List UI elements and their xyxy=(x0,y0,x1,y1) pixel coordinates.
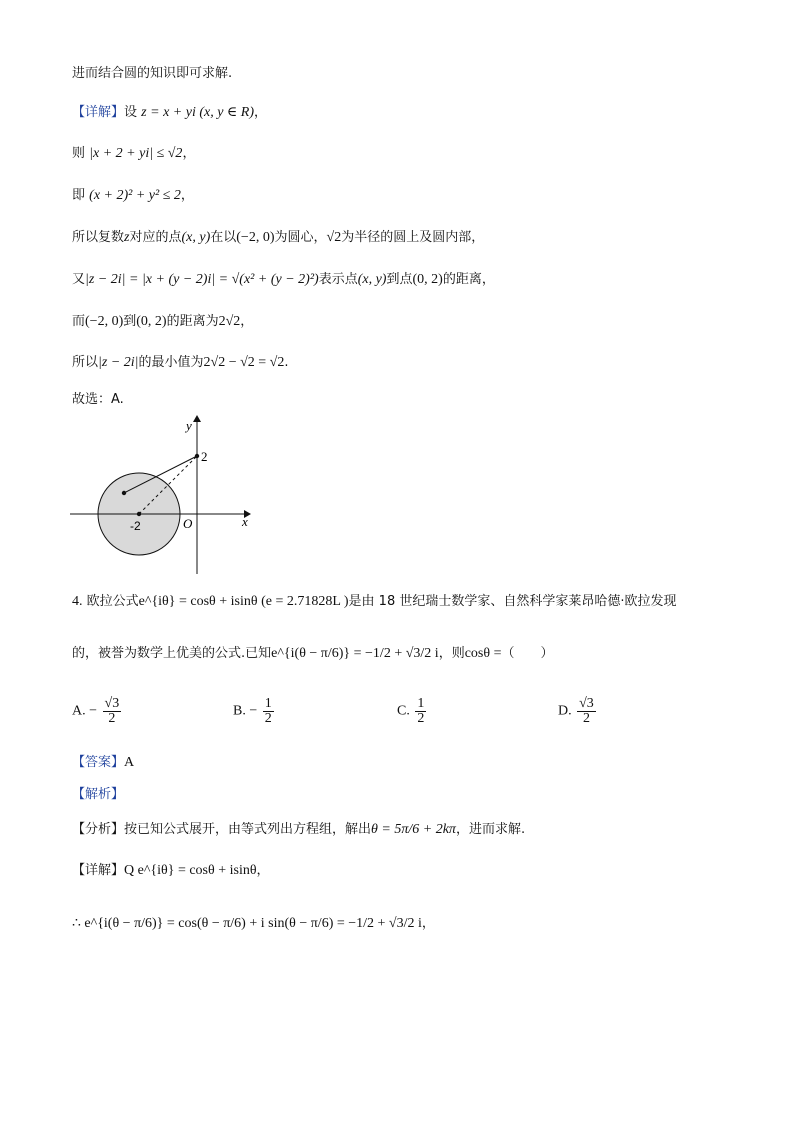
math-radius: √2 xyxy=(326,230,342,245)
option-b[interactable] xyxy=(233,697,276,726)
answer-line xyxy=(72,753,134,773)
math-expression: |z − 2i| xyxy=(98,355,139,370)
question-4-line-2 xyxy=(72,644,553,664)
text-line-9 xyxy=(72,390,124,410)
punct: ， xyxy=(240,314,254,329)
math-point: (0, 2) xyxy=(412,272,443,287)
numerator: 1 xyxy=(417,696,425,711)
line-text: 到点 xyxy=(386,272,413,287)
numerator: √3 xyxy=(579,696,594,711)
line-text: 的距离为 xyxy=(166,314,219,329)
option-sign: − xyxy=(89,703,98,719)
math-expression: (x + 2)² + y² ≤ 2 xyxy=(89,188,181,203)
analysis-subtag: 【分析】 xyxy=(72,822,125,837)
text-line-7 xyxy=(72,312,253,332)
math-expression: θ = 5π/6 + 2kπ xyxy=(371,822,456,837)
point-center xyxy=(137,512,141,516)
option-label: A. xyxy=(72,703,86,719)
math-expression: |x + 2 + yi| ≤ √2 xyxy=(89,146,183,161)
line-text: 故选：A. xyxy=(72,392,124,407)
text-line-5 xyxy=(72,228,484,248)
denominator: 2 xyxy=(264,711,272,726)
line-text: 欧拉公式 xyxy=(86,594,139,609)
math-expression: ∴ e^{i(θ − π/6)} = cos(θ − π/6) + i sin(θ − π/6) = −1/2 + √3/2 i xyxy=(72,916,422,931)
line-text: ，则 xyxy=(438,646,465,661)
analysis-heading xyxy=(72,785,124,805)
detail-line xyxy=(72,861,270,881)
punct: ， xyxy=(256,863,270,878)
line-text: 为圆心， xyxy=(274,230,327,245)
origin-label: O xyxy=(183,516,193,531)
numerator: 1 xyxy=(264,696,272,711)
math-value: 2√2 xyxy=(218,314,241,329)
punct: ， xyxy=(254,105,268,120)
option-fraction xyxy=(415,697,426,726)
text-line-3 xyxy=(72,144,195,164)
line-text: 表示点 xyxy=(318,272,358,287)
math-point: (0, 2) xyxy=(136,314,167,329)
option-fraction xyxy=(577,697,596,726)
answer-value: A xyxy=(124,755,135,770)
line-text: 而 xyxy=(72,314,86,329)
option-label: C. xyxy=(397,703,410,719)
punct: . xyxy=(284,355,289,370)
text-line-4 xyxy=(72,186,194,206)
line-text: 又 xyxy=(72,272,86,287)
option-label: B. xyxy=(233,703,246,719)
tick-label-2: 2 xyxy=(201,449,208,464)
line-text: 在以 xyxy=(210,230,237,245)
option-label: D. xyxy=(558,703,572,719)
line-text: 即 xyxy=(72,188,86,203)
numerator: √3 xyxy=(104,696,120,711)
line-text: ，进而求解. xyxy=(455,822,526,837)
question-4-line-1 xyxy=(72,592,677,612)
line-text: 进而结合圆的知识即可求解. xyxy=(72,66,233,81)
line-text: 按已知公式展开，由等式列出方程组，解出 xyxy=(124,822,372,837)
math-formula: e^{iθ} = cosθ + isinθ (e = 2.71828L ) xyxy=(138,594,349,609)
line-text: 则 xyxy=(72,146,86,161)
option-a[interactable] xyxy=(72,697,123,726)
text-line-2 xyxy=(72,103,267,123)
math-center: (−2, 0) xyxy=(236,230,275,245)
line-text: 为半径的圆上及圆内部， xyxy=(341,230,485,245)
punct: ， xyxy=(421,916,435,931)
point-2i xyxy=(195,454,199,458)
analysis-line xyxy=(72,820,525,840)
math-z: z xyxy=(124,230,130,245)
denominator: 2 xyxy=(417,711,425,726)
line-text: 所以复数 xyxy=(72,230,125,245)
answer-blank: （ ） xyxy=(501,646,554,661)
math-point: (x, y) xyxy=(357,272,387,287)
option-sign: − xyxy=(249,703,258,719)
math-point: (−2, 0) xyxy=(85,314,124,329)
math-expression: Q e^{iθ} = cosθ + isinθ xyxy=(124,863,257,878)
detail-tag: 【详解】 xyxy=(72,105,125,120)
line-text: 所以 xyxy=(72,355,99,370)
math-expression: |z − 2i| = |x + (y − 2)i| = √(x² + (y − 2)²) xyxy=(85,272,319,287)
punct: ， xyxy=(182,146,196,161)
line-text: 是由 18 世纪瑞士数学家、自然科学家莱昂哈德·欧拉发现 xyxy=(348,594,677,609)
option-fraction xyxy=(103,697,122,726)
math-formula: cosθ = xyxy=(464,646,502,661)
option-fraction xyxy=(263,697,274,726)
question-number: 4. xyxy=(72,594,83,609)
text-line-6 xyxy=(72,270,495,290)
analysis-tag: 【解析】 xyxy=(72,787,125,802)
detail-tag: 【详解】 xyxy=(72,863,125,878)
point-z xyxy=(122,491,126,495)
line-text: 的距离， xyxy=(442,272,495,287)
math-formula: e^{i(θ − π/6)} = −1/2 + √3/2 i xyxy=(271,646,439,661)
line-text: 的最小值为 xyxy=(138,355,204,370)
derivation-line xyxy=(72,914,435,934)
option-c[interactable] xyxy=(397,697,428,726)
line-text: 对应的点 xyxy=(129,230,182,245)
tick-label-neg2: -2 xyxy=(130,519,141,533)
y-axis-label: y xyxy=(186,418,192,433)
answer-tag: 【答案】 xyxy=(72,755,125,770)
line-text: 的，被誉为数学上优美的公式.已知 xyxy=(72,646,272,661)
circle-diagram xyxy=(62,408,262,578)
denominator: 2 xyxy=(582,711,590,726)
punct: ， xyxy=(180,188,194,203)
line-text: 到 xyxy=(123,314,137,329)
text-line-1 xyxy=(72,64,232,84)
line-text: 设 xyxy=(124,105,138,120)
text-line-8 xyxy=(72,353,289,373)
math-expression: z = x + yi (x, y ∈ R) xyxy=(141,105,254,120)
x-axis-label: x xyxy=(242,514,248,529)
option-d[interactable] xyxy=(558,697,598,726)
math-expression: 2√2 − √2 = √2 xyxy=(203,355,285,370)
math-point: (x, y) xyxy=(181,230,211,245)
denominator: 2 xyxy=(108,711,116,726)
